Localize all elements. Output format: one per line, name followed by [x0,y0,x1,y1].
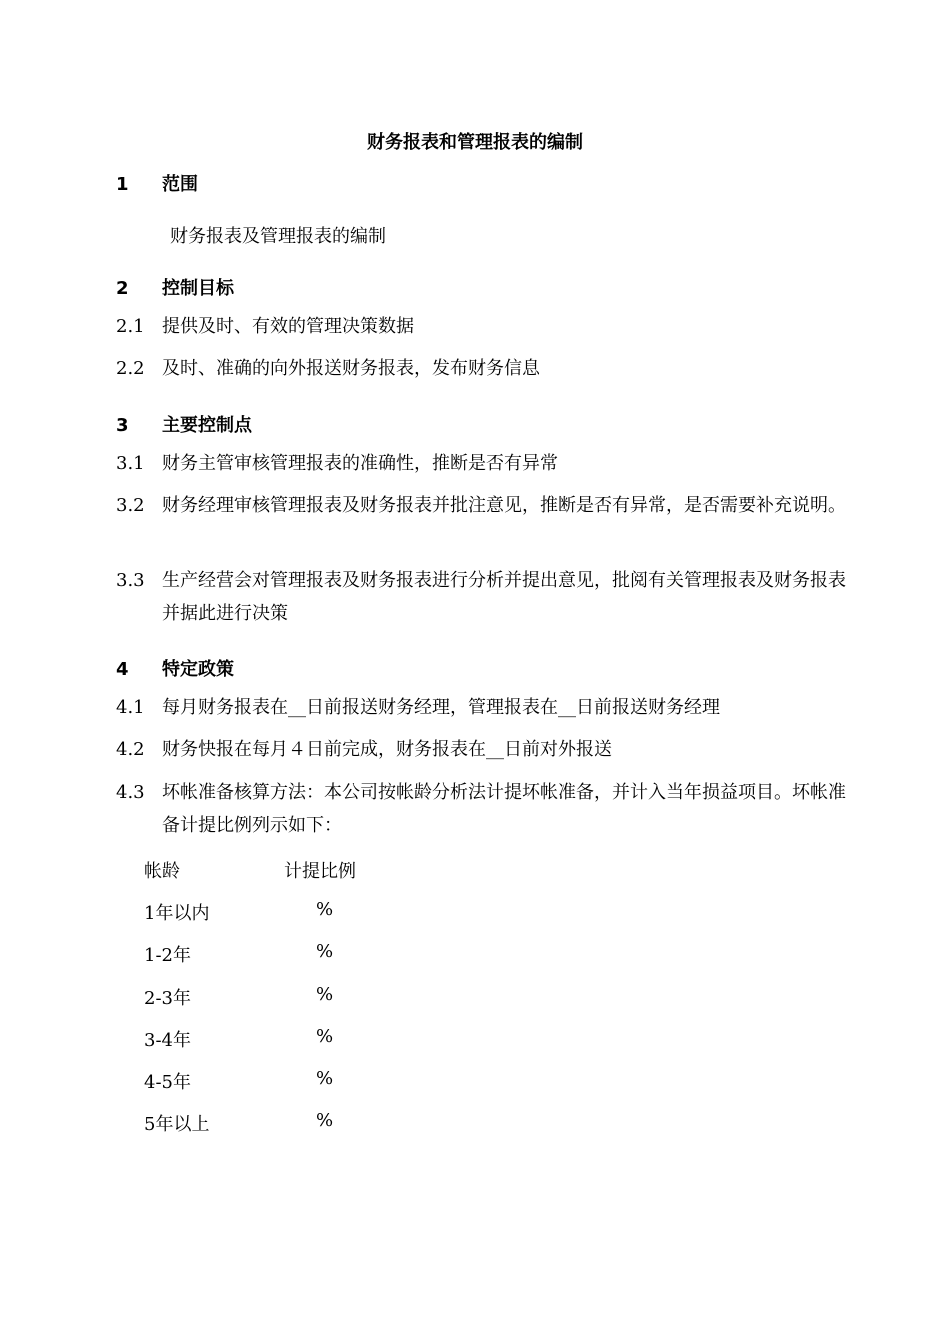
section-number: 4 [116,659,129,680]
table-cell-rate: % [316,1110,334,1131]
section-heading-2 [116,274,234,300]
section-title: 特定政策 [162,659,234,680]
item-text: 财务快报在每月４日前完成，财务报表在__日前对外报送 [162,739,612,760]
item-text: 财务主管审核管理报表的准确性，推断是否有异常 [162,453,558,474]
page-title: 财务报表和管理报表的编制 [367,132,583,153]
section-number: 1 [116,174,129,195]
item-text: 坏帐准备核算方法：本公司按帐龄分析法计提坏帐准备，并计入当年损益项目。坏帐准备计提比例列示如下： [162,782,846,836]
item-number: 2.2 [116,358,145,379]
section-number: 2 [116,278,129,299]
list-item [116,310,856,343]
list-item [116,691,856,724]
table-cell-rate: % [316,984,334,1005]
item-number: 4.3 [116,782,145,803]
item-number: 3.2 [116,495,145,516]
table-cell-rate: % [316,1068,334,1089]
table-cell-age: 5年以上 [144,1114,210,1135]
section-number: 3 [116,415,129,436]
table-cell-rate: % [316,899,334,920]
list-item [116,733,856,766]
item-text: 每月财务报表在__日前报送财务经理，管理报表在__日前报送财务经理 [162,697,720,718]
table-cell-rate: % [316,1026,334,1047]
item-text: 财务经理审核管理报表及财务报表并批注意见，推断是否有异常，是否需要补充说明。 [162,495,846,516]
table-cell-age: 3-4年 [144,1030,191,1051]
table-header-rate: 计提比例 [284,861,356,882]
section-title: 主要控制点 [162,415,252,436]
scope-body: 财务报表及管理报表的编制 [170,226,386,247]
table-cell-age: 1-2年 [144,945,191,966]
item-number: 3.1 [116,453,145,474]
table-cell-rate: % [316,941,334,962]
item-text: 提供及时、有效的管理决策数据 [162,316,414,337]
table-header-age: 帐龄 [144,861,180,882]
list-item [116,352,856,385]
item-text: 生产经营会对管理报表及财务报表进行分析并提出意见，批阅有关管理报表及财务报表并据此进行决策 [162,570,846,624]
table-cell-age: 2-3年 [144,988,191,1009]
table-cell-age: 4-5年 [144,1072,191,1093]
section-title: 范围 [162,174,198,195]
section-heading-3 [116,411,252,437]
item-text: 及时、准确的向外报送财务报表，发布财务信息 [162,358,540,379]
list-item [116,447,856,480]
list-item [116,564,856,630]
list-item [116,776,856,842]
item-number: 4.1 [116,697,145,718]
item-number: 2.1 [116,316,145,337]
table-cell-age: 1年以内 [144,903,210,924]
list-item [116,489,856,522]
section-title: 控制目标 [162,278,234,299]
item-number: 4.2 [116,739,145,760]
section-heading-4 [116,655,234,681]
item-number: 3.3 [116,570,145,591]
section-heading-1 [116,170,198,196]
